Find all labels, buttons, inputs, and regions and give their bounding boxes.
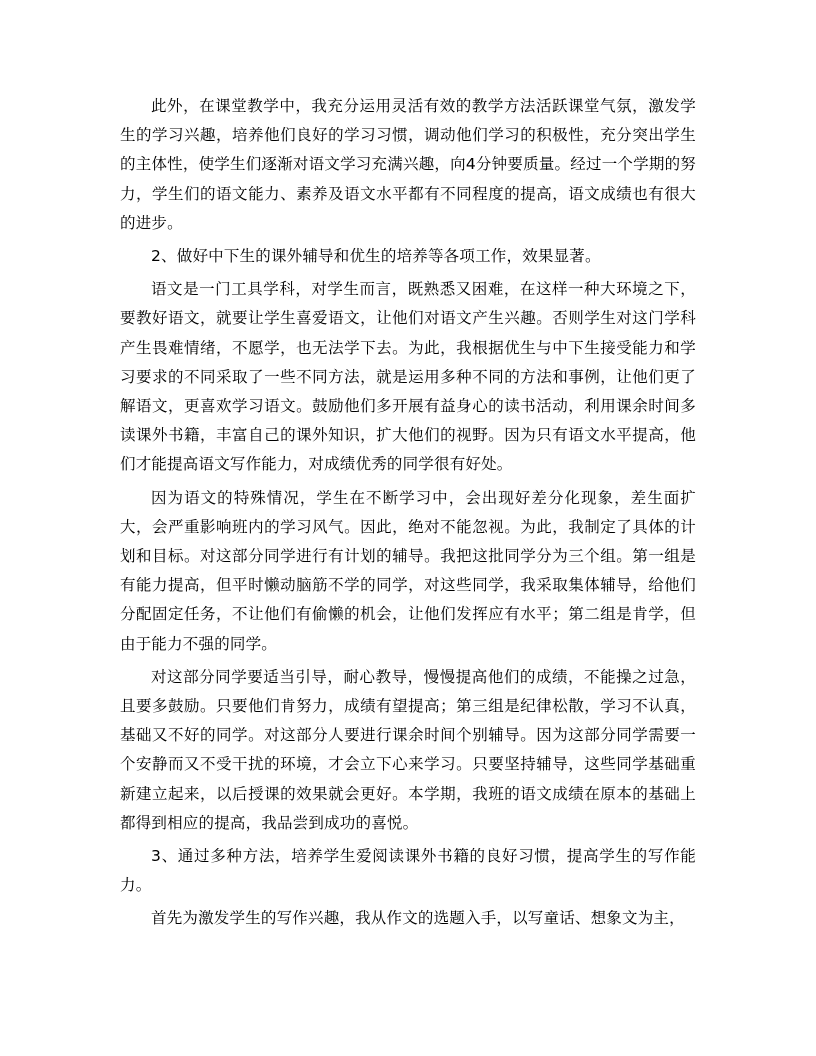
paragraph-5: 对这部分同学要适当引导，耐心教导，慢慢提高他们的成绩，不能操之过急，且要多鼓励。只要他们肯努力，成绩有望提高；第三组是纪律松散，学习不认真，基础又不好的同学。对这部分人要进行课余时间个别辅导。因为这部分同学需要一个安静而又不受干扰的环境，才会立下心来学习。只要坚持辅导，这些同学基础重新建立起来，以后授课的效果就会更好。本学期，我班的语文成绩在原本的基础上都得到相应的提高，我品尝到成功的喜悦。 [120,667,696,832]
paragraph-7: 首先为激发学生的写作兴趣，我从作文的选题入手，以写童话、想象文为主， [151,909,685,928]
paragraph-4: 因为语文的特殊情况，学生在不断学习中，会出现好差分化现象，差生面扩大，会严重影响班内的学习风气。因此，绝对不能忽视。为此，我制定了具体的计划和目标。对这部分同学进行有计划的辅导。我把这批同学分为三个组。第一组是有能力提高，但平时懒动脑筋不学的同学，对这些同学，我采取集体辅导，给他们分配固定任务，不让他们有偷懒的机会，让他们发挥应有水平；第二组是肯学，但由于能力不强的同学。 [120,488,696,653]
paragraph-2-heading: 2、做好中下生的课外辅导和优生的培养等各项工作，效果显著。 [151,247,601,266]
paragraph-3: 语文是一门工具学科，对学生而言，既熟悉又困难，在这样一种大环境之下，要教好语文，就要让学生喜爱语文，让他们对语文产生兴趣。否则学生对这门学科产生畏难情绪，不愿学，也无法学下去。为此，我根据优生与中下生接受能力和学习要求的不同采取了一些不同方法，就是运用多种不同的方法和事例，让他们更了解语文，更喜欢学习语文。鼓励他们多开展有益身心的读书活动，利用课余时间多读课外书籍，丰富自己的课外知识，扩大他们的视野。因为只有语文水平提高，他们才能提高语文写作能力，对成绩优秀的同学很有好处。 [120,280,696,474]
document-body [120,92,696,938]
paragraph-1: 此外，在课堂教学中，我充分运用灵活有效的教学方法活跃课堂气氛，激发学生的学习兴趣，培养他们良好的学习习惯，调动他们学习的积极性，充分突出学生的主体性，使学生们逐渐对语文学习充满兴趣，向4分钟要质量。经过一个学期的努力，学生们的语文能力、素养及语文水平都有不同程度的提高，语文成绩也有很大的进步。 [120,97,696,232]
paragraph-6-heading: 3、通过多种方法，培养学生爱阅读课外书籍的良好习惯，提高学生的写作能力。 [120,847,696,895]
